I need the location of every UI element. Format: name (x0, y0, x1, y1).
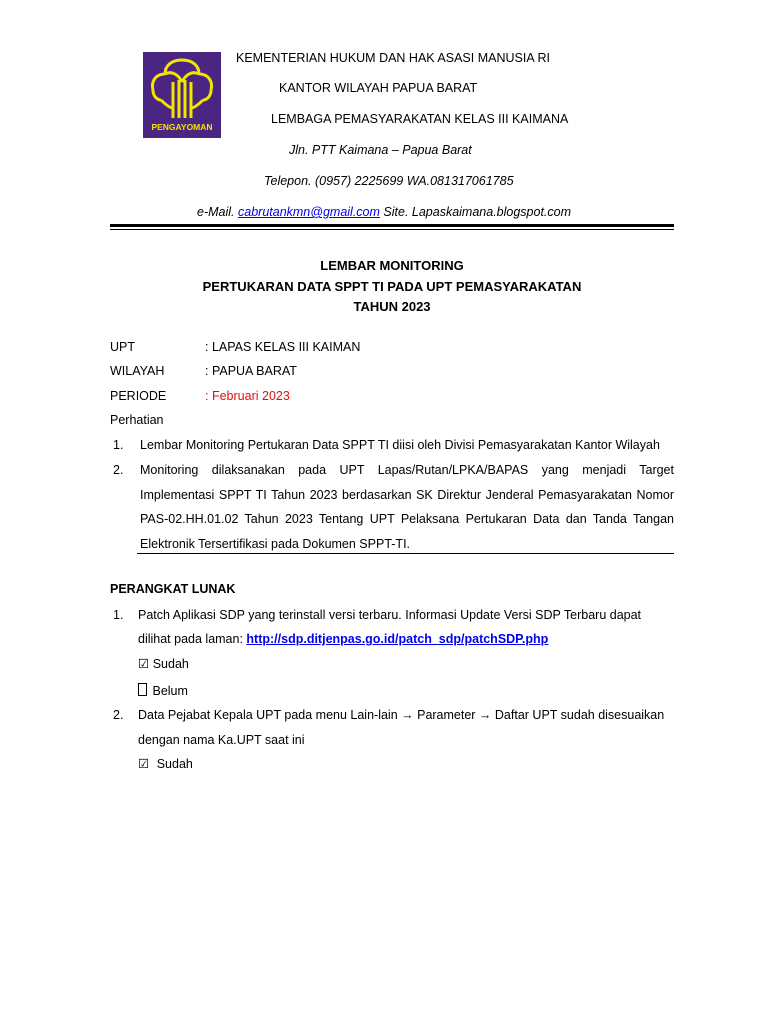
header-rule-thick (110, 224, 674, 227)
software-heading: PERANGKAT LUNAK (110, 582, 236, 596)
header-rule-thin (110, 229, 674, 230)
email-prefix: e-Mail. (197, 205, 235, 219)
periode-date: Februari 2023 (211, 389, 290, 403)
email-link[interactable]: cabrutankmn@gmail.com (238, 205, 380, 219)
pengayoman-logo (143, 52, 221, 138)
site: Site. Lapaskaimana.blogspot.com (383, 205, 572, 219)
field-upt-label: UPT (110, 340, 135, 354)
institution-name: LEMBAGA PEMASYARAKATAN KELAS III KAIMANA (271, 112, 569, 126)
software-item-2-line2: dengan nama Ka.UPT saat ini (138, 733, 305, 747)
contact-line (197, 205, 571, 219)
attention-item-2-line4: Elektronik Tersertifikasi pada Dokumen SPPT-TI. (140, 537, 411, 551)
software-item-2-num: 2. (113, 708, 124, 722)
regional-office: KANTOR WILAYAH PAPUA BARAT (279, 81, 478, 95)
software-item-1-line1: Patch Aplikasi SDP yang terinstall versi terbaru. Informasi Update Versi SDP Terbaru dapat (138, 608, 642, 622)
option-label: Sudah (156, 757, 193, 771)
software-item-1-line2 (138, 632, 548, 646)
doc-title-line2: PERTUKARAN DATA SPPT TI PADA UPT PEMASYARAKATAN (202, 279, 582, 294)
logo-text: PENGAYOMAN (151, 122, 213, 132)
patch-sdp-link[interactable]: http://sdp.ditjenpas.go.id/patch_sdp/patchSDP.php (246, 632, 549, 646)
field-wilayah-value: : PAPUA BARAT (205, 364, 297, 378)
attention-item-2-line1: Monitoring dilaksanakan pada UPT Lapas/Rutan/LPKA/BAPAS yang menjadi Target (140, 463, 674, 477)
software-item-1-num: 1. (113, 608, 124, 622)
option-label: Belum (152, 684, 188, 698)
field-wilayah-label: WILAYAH (110, 364, 165, 378)
option-sudah-2[interactable] (138, 756, 193, 771)
attention-item-1-text: Lembar Monitoring Pertukaran Data SPPT TI diisi oleh Divisi Pemasyarakatan Kantor Wilayah (140, 438, 660, 452)
doc-title-line1: LEMBAR MONITORING (320, 258, 464, 273)
software-item-2-line1: Data Pejabat Kepala UPT pada menu Lain-lain → Parameter → Daftar UPT sudah disesuaikan (138, 708, 665, 722)
attention-item-2-line2: Implementasi SPPT TI Tahun 2023 berdasarkan SK Direktur Jenderal Pemasyarakatan Nomor (140, 488, 674, 502)
attention-item-2-line3: PAS-02.HH.01.02 Tahun 2023 Tentang UPT Pelaksana Pertukaran Data dan Tanda Tangan (140, 512, 674, 526)
ministry-name: KEMENTERIAN HUKUM DAN HAK ASASI MANUSIA RI (236, 51, 550, 65)
periode-colon: : (205, 389, 209, 403)
phone: Telepon. (0957) 2225699 WA.081317061785 (264, 174, 514, 188)
checked-box-icon: ☑ (138, 757, 150, 771)
field-periode-label: PERIODE (110, 389, 167, 403)
option-belum-1[interactable] (138, 683, 188, 698)
field-upt-value: : LAPAS KELAS III KAIMAN (205, 340, 361, 354)
field-periode-value (205, 389, 290, 403)
software-item-1-prefix: dilihat pada laman: (138, 632, 243, 646)
doc-title-line3: TAHUN 2023 (353, 299, 431, 314)
checked-box-icon: ☑ (138, 657, 150, 671)
attention-item-2-num: 2. (113, 463, 124, 477)
option-label: Sudah (152, 657, 189, 671)
attention-item-1-num: 1. (113, 438, 124, 452)
address: Jln. PTT Kaimana – Papua Barat (289, 143, 472, 157)
option-sudah-1[interactable] (138, 656, 189, 671)
unchecked-box-icon (138, 683, 147, 696)
attention-label: Perhatian (110, 413, 164, 427)
attention-rule (137, 553, 674, 554)
